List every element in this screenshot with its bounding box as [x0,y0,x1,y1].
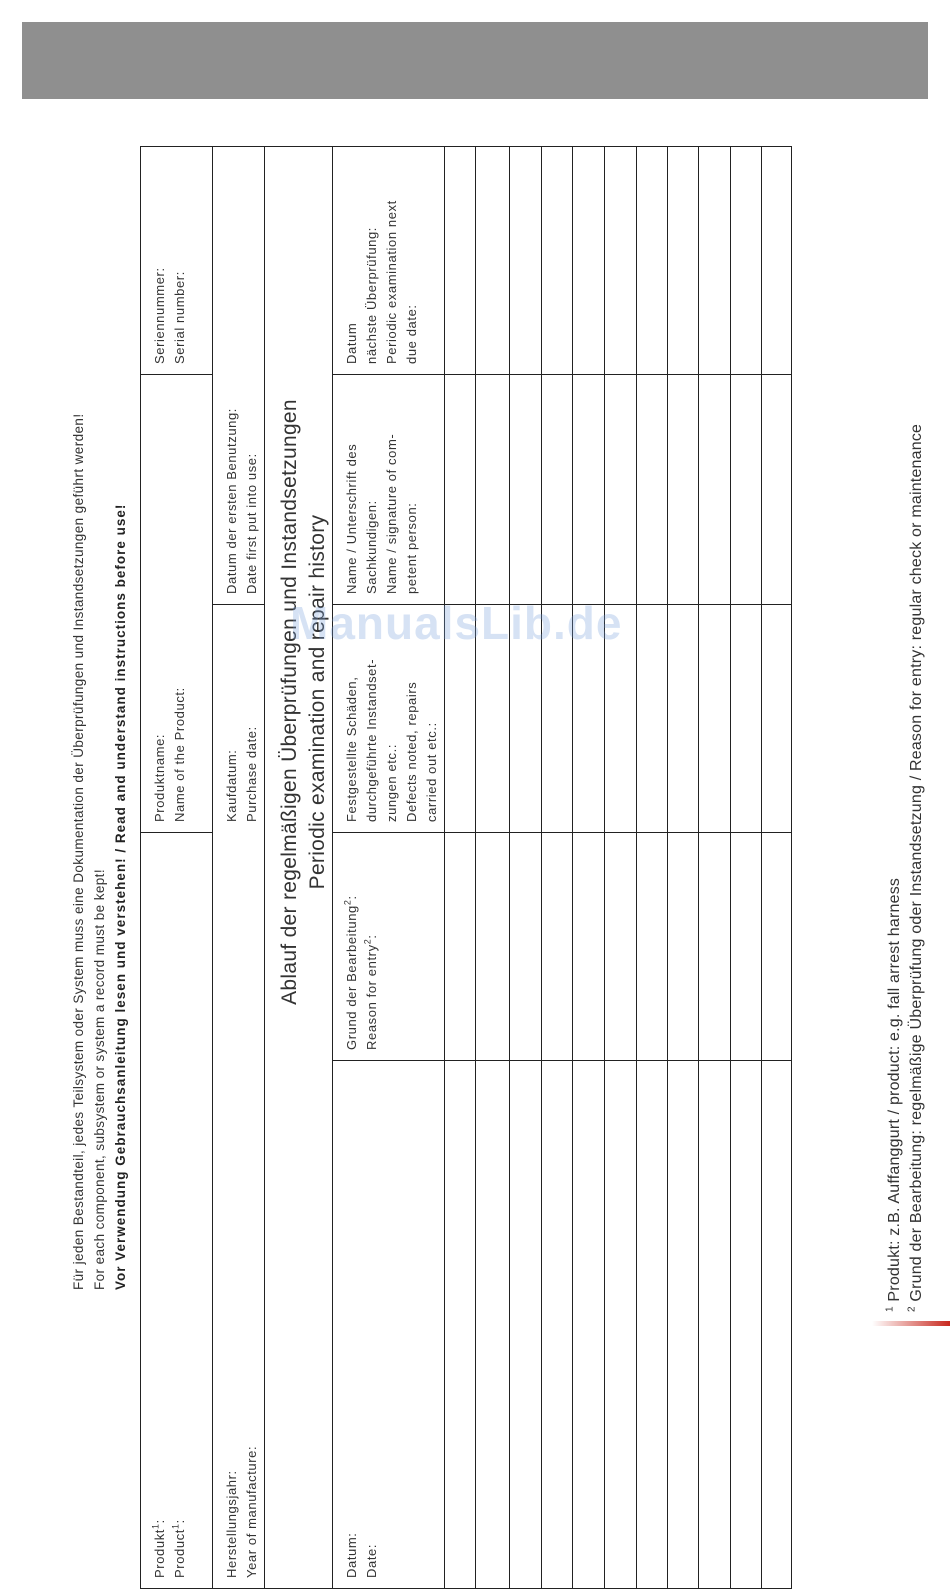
grid-line [509,146,510,1589]
grid-line [604,146,605,1589]
grid-line [212,604,264,605]
form-title-de: Ablauf der regelmäßigen Überprüfungen und Instandsetzungen [278,399,301,1005]
produktname-label: Produktname: Name of the Product: [152,687,187,822]
form-title-en: Periodic examination and repair history [306,514,329,890]
grid-line [730,146,731,1589]
grid-line [444,146,445,1589]
footnote-2: $^2$ Grund der Bearbeitung: regelmäßige Überprüfung oder Instandsetzung / Reason for entry: regular check or maintenance [906,423,925,1312]
watermark: ManualsLib.de [290,597,623,649]
accent-line [872,1321,950,1326]
col-grund: Grund der Bearbeitung$^2$: Reason for entry$^2$: [342,895,379,1050]
grid-line [140,832,212,833]
herstellungsjahr-label: Herstellungsjahr: Year of manufacture: [224,1445,259,1578]
footnotes [884,424,928,1312]
grid-line [264,146,265,1589]
footnote-1: $^1$ Produkt: z.B. Auffanggurt / product: e.g. fall arrest harness [884,877,903,1312]
grid-line [332,832,792,833]
grid-line [667,146,668,1589]
col-datum: Datum: Date: [344,1532,379,1578]
produkt-label: Produkt$^1$: Product$^1$: [150,1519,187,1578]
intro-line-3: Vor Verwendung Gebrauchsanleitung lesen und verstehen! / Read and understand instructions before use! [113,503,128,1290]
col-name-signature: Name / Unterschrift des Sachkundigen: Name / signature of com- petent person: [344,433,419,594]
header-bar [22,22,928,99]
erstbenutzung-label: Datum der ersten Benutzung: Date first put into use: [224,407,259,594]
grid-line [572,146,573,1589]
intro-line-1: Für jeden Bestandteil, jedes Teilsystem oder System muss eine Dokumentation der Überprüfungen und Instandsetzungen geführt werden! [71,413,86,1290]
seriennummer-label: Seriennummer: Serial number: [152,267,187,364]
form-frame [140,146,792,1589]
grid-line [636,146,637,1589]
grid-line [761,146,762,1589]
grid-line [541,146,542,1589]
grid-line [475,146,476,1589]
intro-line-2: For each component, subsystem or system a record must be kept! [92,869,107,1290]
intro-text [68,414,131,1290]
col-next-due: Datum nächste Überprüfung: Periodic examination next due date: [344,200,419,364]
grid-line [140,374,212,375]
grid-line [332,374,792,375]
col-defects: Festgestellte Schäden, durchgeführte Instandset- zungen etc.: Defects noted, repairs carried out etc.: [344,658,439,822]
grid-line [698,146,699,1589]
grid-line [212,146,213,1589]
form-title [276,342,332,1062]
kaufdatum-label: Kaufdatum: Purchase date: [224,726,259,822]
grid-line [332,1060,792,1061]
grid-line [332,146,333,1589]
